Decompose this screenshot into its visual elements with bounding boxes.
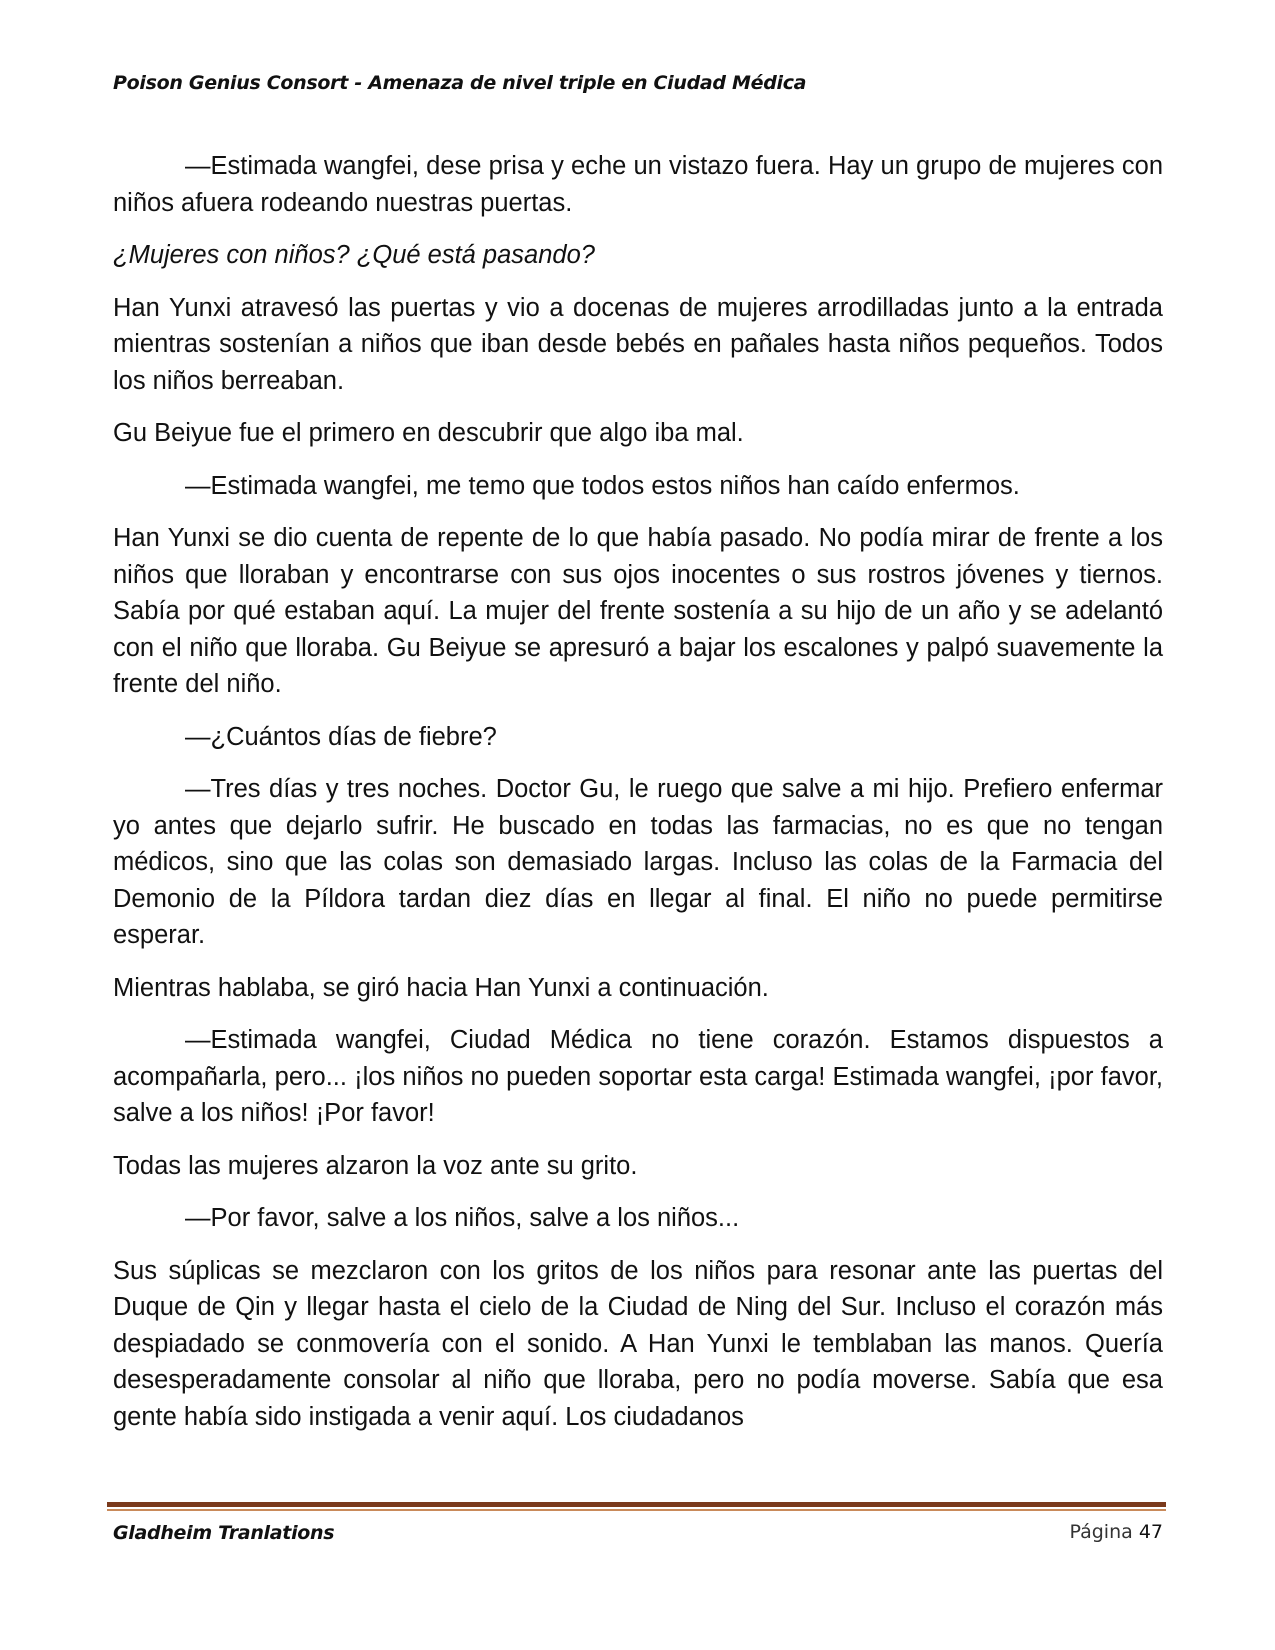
footer-divider — [107, 1502, 1166, 1512]
footer-divider-thick — [107, 1502, 1166, 1507]
footer-credit: Gladheim Tranlations — [113, 1522, 335, 1544]
paragraph-dialogue: —Tres días y tres noches. Doctor Gu, le ruego que salve a mi hijo. Prefiero enfermar yo antes que dejarlo sufrir. He buscado en todas las farmacias, no es que no tengan médicos, sino que las colas son demasiado largas. Incluso las colas de la Farmacia del Demonio de la Píldora tardan diez días en llegar al final. El niño no puede permitirse esperar. — [113, 775, 1163, 949]
paragraph-narration: Sus súplicas se mezclaron con los gritos de los niños para resonar ante las puertas del Duque de Qin y llegar hasta el cielo de la Ciudad de Ning del Sur. Incluso el corazón más despiadado se conmovería con el sonido. A Han Yunxi le temblaban las manos. Quería desesperadamente consolar al niño que lloraba, pero no podía moverse. Sabía que esa gente había sido instigada a venir aquí. Los ciudadanos — [113, 1256, 1163, 1431]
page-body — [113, 148, 1163, 1451]
page-number-value: 47 — [1138, 1521, 1163, 1543]
paragraph-thought: ¿Mujeres con niños? ¿Qué está pasando? — [113, 241, 595, 269]
paragraph-dialogue: —Estimada wangfei, me temo que todos estos niños han caído enfermos. — [185, 471, 1020, 500]
paragraph-narration: Todas las mujeres alzaron la voz ante su grito. — [113, 1151, 638, 1180]
paragraph-dialogue: —Estimada wangfei, Ciudad Médica no tiene corazón. Estamos dispuestos a acompañarla, pero... ¡los niños no pueden soportar esta carga! Estimada wangfei, ¡por favor, salve a los niños! ¡Por favor! — [113, 1026, 1163, 1127]
page-number — [1069, 1521, 1163, 1543]
paragraph-narration: Gu Beiyue fue el primero en descubrir que algo iba mal. — [113, 419, 744, 447]
paragraph-dialogue: —Estimada wangfei, dese prisa y eche un vistazo fuera. Hay un grupo de mujeres con niños afuera rodeando nuestras puertas. — [113, 152, 1163, 217]
page-label: Página — [1069, 1521, 1133, 1543]
paragraph-narration: Mientras hablaba, se giró hacia Han Yunxi a continuación. — [113, 973, 769, 1002]
running-header: Poison Genius Consort - Amenaza de nivel triple en Ciudad Médica — [113, 72, 807, 94]
paragraph-dialogue: —Por favor, salve a los niños, salve a los niños... — [185, 1204, 740, 1232]
paragraph-narration: Han Yunxi atravesó las puertas y vio a docenas de mujeres arrodilladas junto a la entrada mientras sostenían a niños que iban desde bebés en pañales hasta niños pequeños. Todos los niños berreaban. — [113, 293, 1163, 395]
footer-divider-thin — [107, 1509, 1166, 1511]
paragraph-dialogue: —¿Cuántos días de fiebre? — [185, 722, 497, 751]
paragraph-narration: Han Yunxi se dio cuenta de repente de lo que había pasado. No podía mirar de frente a los niños que lloraban y encontrarse con sus ojos inocentes o sus rostros jóvenes y tiernos. Sabía por qué estaban aquí. La mujer del frente sostenía a su hijo de un año y se adelantó con el niño que lloraba. Gu Beiyue se apresuró a bajar los escalones y palpó suavemente la frente del niño. — [113, 524, 1163, 698]
